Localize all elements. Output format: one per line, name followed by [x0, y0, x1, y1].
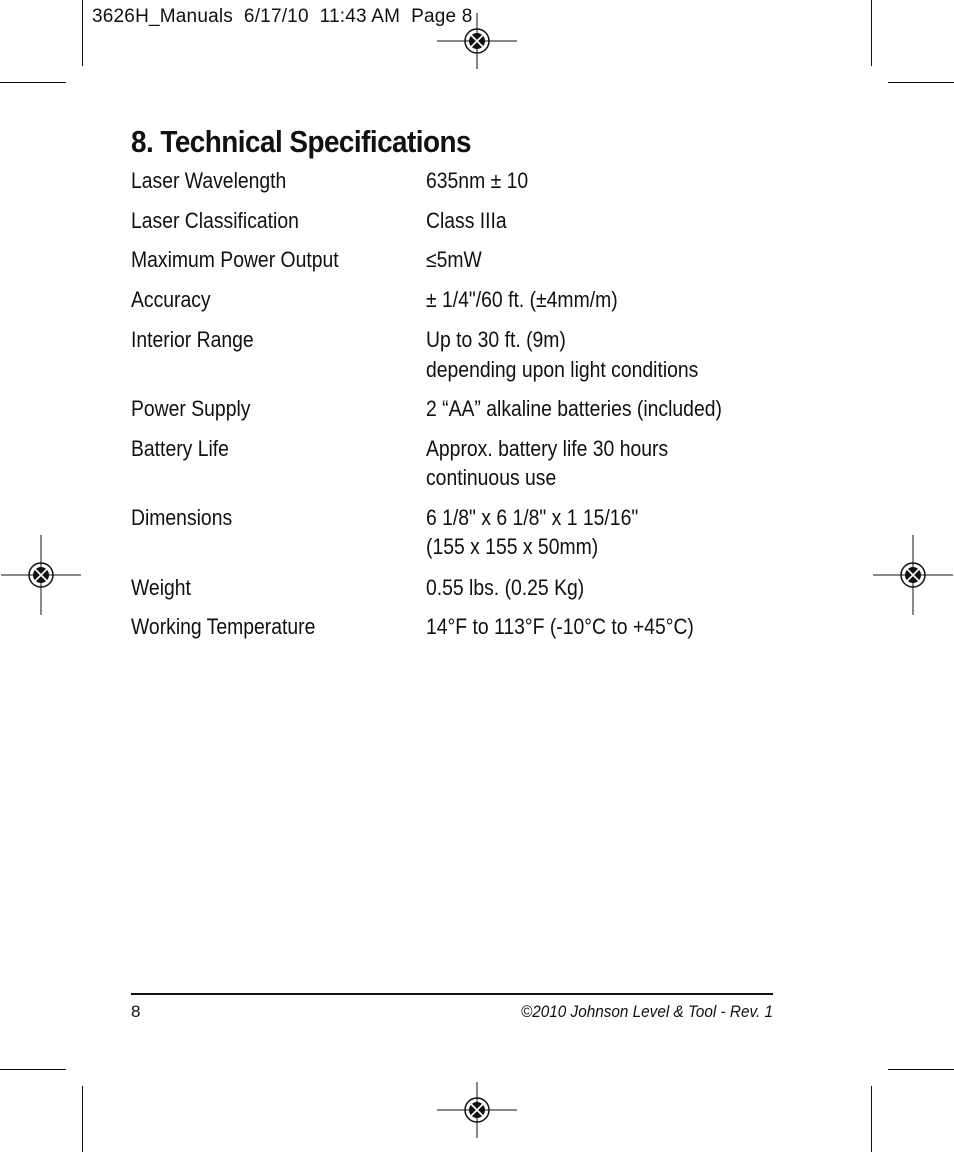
crop-mark-top-right-horizontal	[888, 82, 954, 83]
page-number: 8	[131, 1002, 141, 1021]
spec-value: 0.55 lbs. (0.25 Kg)	[426, 574, 585, 600]
spec-row	[131, 325, 791, 384]
registration-mark-icon	[1, 535, 81, 615]
crop-mark-bottom-right-vertical	[871, 1086, 872, 1152]
spec-row	[131, 503, 791, 562]
copyright-notice: ©2010 Johnson Level & Tool - Rev. 1	[521, 1002, 773, 1021]
spec-label: Laser Classification	[131, 207, 299, 233]
spec-value: 2 “AA” alkaline batteries (included)	[426, 396, 722, 421]
spec-row	[131, 245, 791, 275]
print-slug: 3626H_Manuals 6/17/10 11:43 AM Page 8	[92, 6, 473, 27]
spec-label: Laser Wavelength	[131, 168, 287, 193]
spec-label: Interior Range	[131, 327, 254, 352]
spec-value: Approx. battery life 30 hours continuous use	[426, 435, 669, 490]
section-title: 8. Technical Specifications	[131, 124, 471, 159]
spec-value: 14°F to 113°F (-10°C to +45°C)	[426, 614, 694, 639]
registration-mark-icon	[437, 1070, 517, 1150]
crop-mark-bottom-left-vertical	[82, 1086, 83, 1152]
spec-row	[131, 206, 791, 236]
spec-row	[131, 612, 791, 642]
spec-value: ≤5mW	[426, 247, 482, 272]
spec-label: Dimensions	[131, 504, 233, 530]
spec-value: ± 1/4"/60 ft. (±4mm/m)	[426, 286, 618, 312]
spec-label: Power Supply	[131, 396, 251, 421]
registration-mark-icon	[437, 1, 517, 81]
spec-value: 635nm ± 10	[426, 168, 529, 193]
spec-table	[131, 166, 791, 642]
spec-label: Accuracy	[131, 286, 211, 312]
spec-value: 6 1/8" x 6 1/8" x 1 15/16" (155 x 155 x 50mm)	[426, 504, 639, 559]
spec-row	[131, 573, 791, 603]
spec-value: Up to 30 ft. (9m) depending upon light conditions	[426, 327, 699, 382]
spec-row	[131, 434, 791, 493]
crop-mark-bottom-left-horizontal	[0, 1069, 66, 1070]
spec-label: Weight	[131, 574, 191, 600]
registration-mark-icon	[873, 535, 953, 615]
footer-rule	[131, 993, 773, 995]
crop-mark-top-right-vertical	[871, 0, 872, 66]
crop-mark-bottom-right-horizontal	[888, 1069, 954, 1070]
crop-mark-top-left-horizontal	[0, 82, 66, 83]
spec-row	[131, 394, 791, 424]
spec-row	[131, 166, 791, 196]
spec-label: Battery Life	[131, 435, 229, 461]
crop-mark-top-left-vertical	[82, 0, 83, 66]
spec-label: Maximum Power Output	[131, 247, 339, 272]
spec-value: Class IIIa	[426, 207, 507, 233]
spec-label: Working Temperature	[131, 614, 316, 639]
spec-row	[131, 285, 791, 315]
